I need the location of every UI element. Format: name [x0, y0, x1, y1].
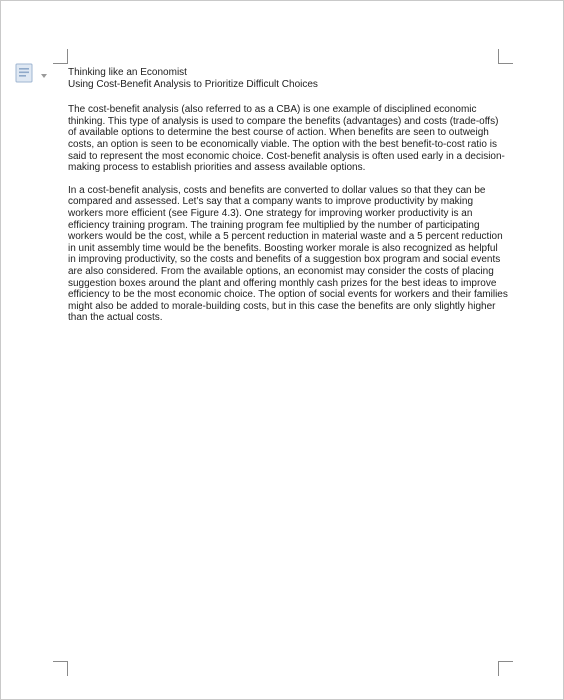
paragraph: In a cost-benefit analysis, costs and benefits are converted to dollar values so that they can be compared and assessed. Let’s say that a company wants to improve productivity by making workers more efficient (see Figure 4.3). One strategy for improving worker productivity is an efficiency training program. The training program fee multiplied by the number of participating workers would be the cost, while a 5 percent reduction in material waste and a 5 percent reduction in unit assembly time would be the benefits. Boosting worker morale is also recognized as helpful in improving productivity, so the costs and benefits of a suggestion box program and social events are also considered. From the available options, an economist may consider the costs of placing suggestion boxes around the plant and offering monthly cash prizes for the best ideas to improve efficiency to be the most economic choice. The option of social events for workers and their families might also be added to morale-building costs, but in this case the benefits are only slightly higher than the actual costs.	[68, 184, 508, 324]
crop-mark-bottom-right	[498, 661, 513, 676]
document-body	[68, 67, 508, 324]
crop-mark-bottom-left	[53, 661, 68, 676]
paragraph: The cost-benefit analysis (also referred to as a CBA) is one example of disciplined economic thinking. This type of analysis is used to compare the benefits (advantages) and costs (trade-offs) of available options to determine the best course of action. When benefits are seen to outweigh costs, an option is seen to be economically viable. The option with the best benefit-to-cost ratio is said to represent the most economic choice. Cost-benefit analysis is often used early in a decision-making process to establish priorities and assess available options.	[68, 104, 505, 174]
crop-mark-top-left	[53, 49, 68, 64]
caret-down-icon[interactable]	[40, 67, 48, 75]
document-title: Thinking like an Economist	[68, 67, 187, 78]
document-subtitle: Using Cost-Benefit Analysis to Prioritize Difficult Choices	[68, 78, 318, 90]
crop-mark-top-right	[498, 49, 513, 64]
document-icon[interactable]	[15, 63, 33, 83]
